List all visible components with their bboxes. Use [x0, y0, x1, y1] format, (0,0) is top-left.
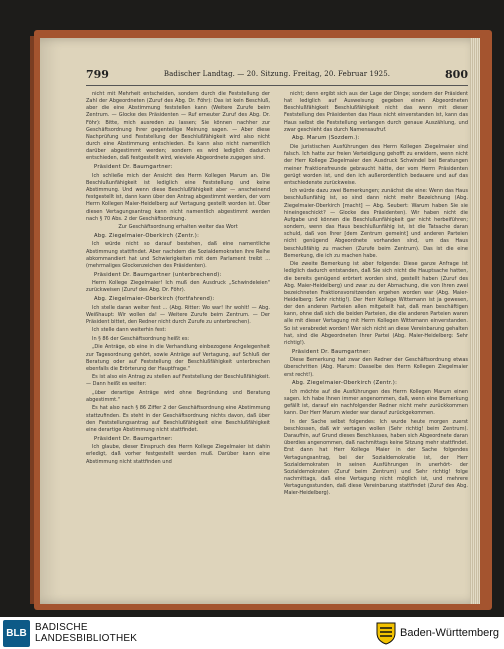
paragraph: Es hat also nach § 86 Ziffer 2 der Geschäftsordnung eine Abstimmung stattzufinden. Es steht in der Geschäftsordnung nichts davon, daß über den Feststellungsantrag auf Beschlußfähigkeit eine Beschlußfähigkeit eine derartige Abstimmung nicht stattfindet. [86, 405, 270, 433]
page-edges [470, 38, 480, 604]
paragraph: In der Sache selbst folgendes: Ich wurde heute morgen zuerst beschlossen, daß wir vertagen wollen (Sehr richtig! beim Zentrum). Daraufhin, auf Grund dieses Beschlusses, haben sich Abgeordnete daran überdies angenommen, daß nachmittags keine Sitzung mehr stattfindet. Erst dann hat Herr Kollege Maier in der Sache folgendes Vertagungsantrag, bei der Sozialdemokratie ist, der Herr Sozialdemokraten in seinen Ausführungen in unerhört- der Sozialdemokraten (Zuruf beim Zentrum) und Sehr richtig! folge nachmittags, daß eine Vertagung nicht möglich ist, und mehrere Vertagungsstunden, daß diese Vereinbarung stattfindet (Zuruf des Abg. Maier-Heidelberg). [284, 418, 468, 497]
page-number-left: 799 [86, 68, 109, 81]
page-number-right: 800 [445, 68, 468, 81]
speaker-heading: Präsident Dr. Baumgartner: [94, 164, 173, 171]
paragraph: Die zweite Bemerkung ist aber folgende: Diese ganze Anfrage ist lediglich dadurch entstanden, daß Sie sich nicht die Hauptsache hatten, die bereits genügend erörtert worden sind, gestellt haben (Zuruf des Abg. Maier-Heidelberg) und zwar zu der Abmachung, die von Ihren zwei bezeichneten Fraktionsvorsitzenden ergehen worden war (Abg. Maier-Heidelberg: Sehr richtig!). Der Herr Kollege Wittemann ist ja gewesen, der den anderen Parteien allen mitgeteilt hat, daß man beschäftigen kann, ohne daß sich die beiden Parteien, die die anderen Parteien waren alle mit dieser Vertagung mit Herrn Kollegen Wittemann einverstanden. So ist verabredet worden! Wer sich nicht an diese Vereinbarung gehalten hat, sind die Abgeordneten Ihrer Partei (Abg. Maier-Heidelberg: Sehr richtig!). [284, 261, 468, 346]
paragraph: Ich stelle daran weiter fest ... (Abg. Ritter: Wo war! Ihr wohlt! — Abg. Weißhaupt: Wir wollen da! — Weitere Zurufe beim Zentrum. — Der Präsident bittet, den Redner nicht durch Zurufe zu unterbrechen). [86, 304, 270, 325]
paragraph: „über derartige Anträge wird ohne Begründung und Beratung abgestimmt." [86, 389, 270, 404]
paragraph: Diese Bemerkung hat zwar den Redner der Geschäftsordnung etwas überschritten (Abg. Marum: Dasselbe des Herrn Kollegen Ziegelmaier erst recht!). [284, 357, 468, 378]
paragraph: „Die Anträge, ob eine in die Verhandlung einbezogene Angelegenheit zur Tagesordnung gehört, sowie Anträge auf Vertagung, auf Schluß der Beratung oder auf Feststellung der Beschlußfähigkeit unterbrechen ebenfalls die Erörterung der Hauptfrage." [86, 344, 270, 372]
paragraph: Ich glaube, dieser Einspruch des Herrn Kollege Ziegelmaier ist dahin erledigt, daß vorher festgestellt werden muß. Darüber kann eine Abstimmung nicht stattfinden und [86, 444, 270, 465]
right-text-column [284, 91, 468, 499]
library-name-line2: LANDESBIBLIOTHEK [35, 633, 138, 644]
speaker-heading: Präsident Dr. Baumgartner (unterbrechend): [94, 271, 222, 278]
paragraph: Es ist also ein Antrag zu stellen auf Feststellung der Beschlußfähigkeit. — Dann heißt es weiter: [86, 374, 270, 388]
paragraph: nicht mit Mehrheit entscheiden, sondern durch die Feststellung der Zahl der Abgeordneten (Zuruf des Abg. Dr. Föhr): Das ist kein Beschluß, aber die eine Abstimmung feststellen kann (Weitere Zurufe beim Zentrum. — Glocke des Präsidenten — Ruf erneuter Zuruf des Abg. Dr. Föhr): Bitte, mich ausreden zu lassen; Sie können nachher zur Geschäftsordnung Ihrer gegenteilige Meinung sagen. — Aber diese Nachprüfung und Feststellung der Beschlußfähigkeit wird also nicht durch eine Abstimmung entschieden. Es kann also nicht namentlich darüber abgestimmt werden; sondern es wird lediglich dadurch entschieden, daß festgestellt wird, wieviele Abgeordnete zugegen sind. [86, 91, 270, 162]
speaker-heading: Abg. Marum (Sozdem.): [292, 135, 360, 142]
paragraph: Ich würde dazu zwei Bemerkungen; zunächst die eine: Wenn das Haus beschlußunfähig ist, so sind dann nicht mehr Bezeichnung (Abg. Ziegelmaier-Oberkirch [macht] — Abg. Seubert: Warum haben Sie sie hineingeschickt? — Glocke des Präsidenten). Wir haben nicht die Aufgabe und können die Beschlußunfähigkeit gar nicht herbeiführen; sondern, wenn das Haus beschlußunfähig ist, ist die Tatsache daran schuld, daß von Ihrer [dem Zentrum gemeint] und anderen Parteien nicht genügend Abgeordnete vorhanden sind, um das Haus beschlußfähig zu machen (Zurufe beim Zentrum). Das ist die eine Bemerkung, die ich zu machen habe. [284, 188, 468, 259]
speaker-heading: Abg. Ziegelmaier-Oberkirch (Zentr.): [292, 380, 398, 387]
state-coat-of-arms-icon [375, 621, 397, 645]
blb-logo[interactable]: BLB [3, 620, 30, 647]
header-rule [86, 85, 468, 86]
paragraph: Herrn Kollege Ziegelmaier! Ich muß den Ausdruck „Schwindeleien" zurückweisen (Zuruf des Abg. Dr. Föhr). [86, 280, 270, 294]
paragraph: In § 86 der Geschäftsordnung heißt es: [92, 335, 190, 342]
speaker-heading: Präsident Dr. Baumgartner: [292, 348, 371, 355]
page-header [86, 70, 468, 84]
paragraph: Die juristischen Ausführungen des Herrn Kollegen Ziegelmaier sind falsch. Ich hatte zur freien Verteidigung gehofft zu erwidern, wenn nicht der Herr Kollege Ziegelmaier den Ausdruck Schwindel bei Beratungen meiner Fraktionsfreunde gebraucht hätte, der vom Herrn Präsidenten gerügt worden ist, und den ich außerordentlich bedauere und auf das entschiedenste zurückweise. [284, 144, 468, 186]
running-title: Badischer Landtag. — 20. Sitzung. Freitag, 20. Februar 1925. [163, 70, 391, 78]
library-name-line1: BADISCHE [35, 622, 88, 633]
paragraph: Ich schließe mich der Ansicht des Herrn Kollegen Marum an. Die Beschlußunfähigkeit ist lediglich eine Feststellung und keine Abstimmung. Und wenn diese Beschlußfähigkeit aber — anscheinend festgestellt ist, dann kann über den Antrag abgestimmt werden, der vom Herrn Kollegen Maier-Heidelberg auf Vertagung gestellt worden ist. Über diesen Vertagungsantrag kann nicht namentlich abgestimmt werden nach § 70 Abs. 2 der Geschäftsordnung. [86, 172, 270, 222]
library-name [35, 622, 137, 644]
paragraph: Ich würde nicht so darauf bestehen, daß eine namentliche Abstimmung stattfindet. Aber nachdem die Sozialdemokraten ihre Reihe abkommandiert hat und Schwierigkeiten mit dem Parlament treibt ... (mehrmaliges Glockenzeichen des Präsidenten). [86, 241, 270, 269]
left-text-column [86, 91, 270, 467]
footer-bar [0, 617, 504, 649]
speaker-heading: Abg. Ziegelmaier-Oberkirch (fortfahrend): [94, 296, 215, 303]
book-page [40, 38, 480, 604]
paragraph: Ich möchte auf die Ausführungen des Herrn Kollegen Marum einen sagen. Ich habe Ihnen immer angenommen, daß, wenn eine Bemerkung gefällt ist, darauf ein nachfolgender Redner nicht mehr zurückkommen kann. Der Herr Marum wieder war darauf zurückgekommen. [284, 388, 468, 417]
paragraph: Ich stelle dann weiterhin fest: [92, 327, 167, 334]
centered-note: Zur Geschäftsordnung erhalten weiter das Wort [118, 224, 238, 231]
paragraph: nicht; denn ergibt sich aus der Lage der Dinge; sondern der Präsident hat lediglich auf Ausweisung gegeben einen Abgeordneten Beschlußfähigkeit Beschlußfähigkeit nicht das wenn mit dieser Feststellung des Präsidenten das Haus nicht einverstanden ist, kann das Haus selbst die Feststellung verlangen durch genaue Auszählung, und zwar geschieht das durch Namensaufruf. [284, 91, 468, 133]
speaker-heading: Abg. Ziegelmaier-Oberkirch (Zentr.): [94, 232, 200, 239]
state-name[interactable]: Baden-Württemberg [400, 627, 500, 639]
speaker-heading: Präsident Dr. Baumgartner: [94, 435, 173, 442]
